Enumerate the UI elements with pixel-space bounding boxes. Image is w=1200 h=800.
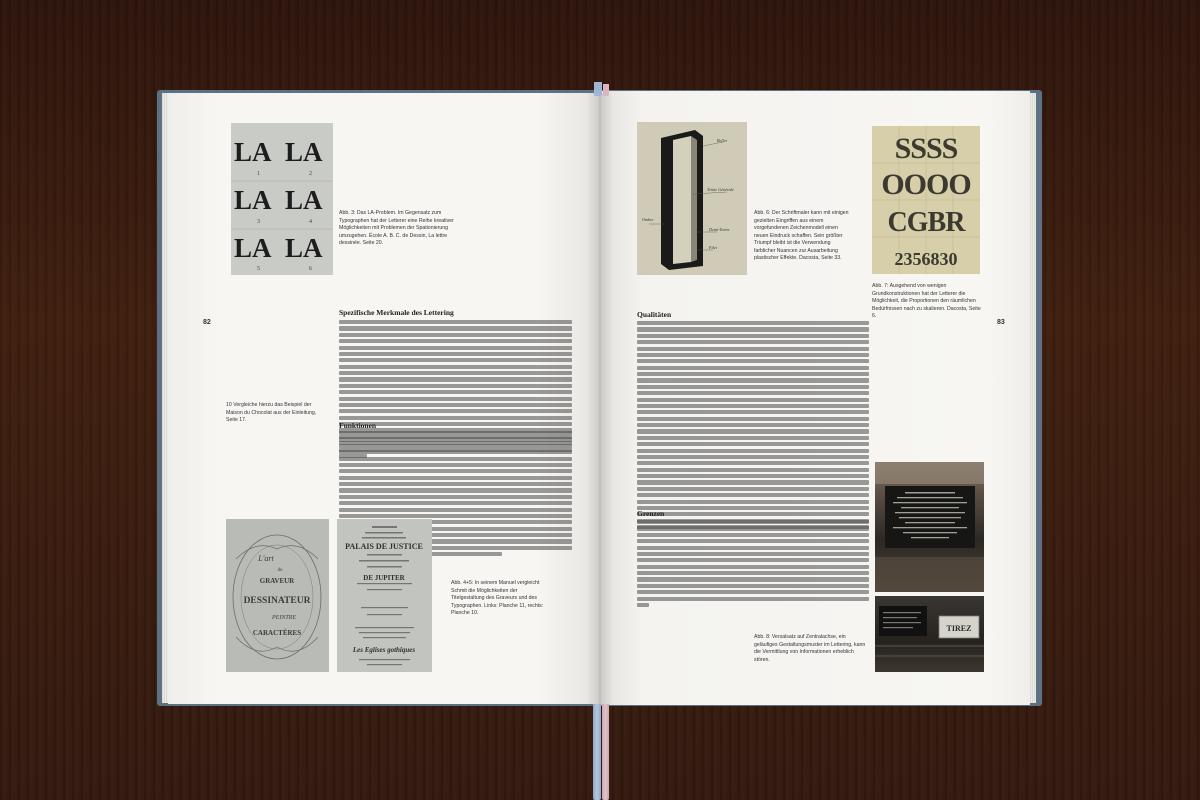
figure-7-row-4: 2356830 bbox=[894, 249, 958, 269]
figure-6-image bbox=[637, 122, 747, 275]
figure-3-letter-4: LA bbox=[285, 185, 323, 215]
figure-6-caption: Abb. 6: Der Schriftmaler kann mit einigen gezielten Eingriffen aus einem vorgefundenen Zeichenmodell einen neuen Eindruck schaffen. Sein größter Triumpf bleibt ist die Verwendung farblicher Nuancen zur Ausarbeitung plastischer Effekte. Dacosta, Seite 33. bbox=[754, 210, 849, 262]
figure-3-number-5: 5 bbox=[257, 266, 260, 272]
section-heading-qualities: Qualitäten bbox=[637, 310, 672, 319]
figure-6-label-1: Reflet bbox=[717, 138, 727, 143]
figure-6-label-3: Ombre bbox=[642, 217, 654, 222]
figure-4-5-caption: Abb. 4+5: In seinem Manuel vergleicht Schmit die Möglichkeiten der Titelgestaltung des Graveurs und des Typographen. Links: Planche 11, rechts: Planche 10. bbox=[451, 580, 544, 617]
figure-3-number-4: 4 bbox=[309, 219, 312, 225]
section-heading-limits: Grenzen bbox=[637, 509, 665, 518]
plate-right-text-1: PALAIS DE JUSTICE bbox=[345, 542, 423, 551]
figure-3-letter-6: LA bbox=[285, 233, 323, 263]
body-text-limits bbox=[637, 520, 869, 607]
bookmark-ribbon-blue bbox=[593, 704, 601, 800]
figure-3-letter-1: LA bbox=[234, 137, 272, 167]
plate-right-text-2: DE JUPITER bbox=[363, 574, 405, 582]
figure-6-label-2: Teinte Générale bbox=[707, 187, 734, 192]
figure-3-letter-3: LA bbox=[234, 185, 272, 215]
figure-3-lettering bbox=[231, 123, 333, 275]
plate-right-text-3: Les Eglises gothiques bbox=[352, 646, 416, 654]
figure-3-letter-5: LA bbox=[234, 233, 272, 263]
bookmark-ribbon-top bbox=[594, 82, 602, 96]
figure-5-plate bbox=[337, 519, 432, 672]
figure-8-photo-bottom bbox=[875, 596, 984, 672]
figure-3-number-2: 2 bbox=[309, 171, 312, 177]
figure-4-plate bbox=[226, 519, 329, 672]
section-heading-specific-features: Spezifische Merkmale des Lettering bbox=[339, 308, 454, 317]
figure-3-number-3: 3 bbox=[257, 219, 260, 225]
figure-6-label-5: Filet bbox=[709, 245, 717, 250]
figure-8-photo-top bbox=[875, 462, 984, 592]
plate-left-text-6: CARACTÈRES bbox=[252, 629, 302, 637]
figure-7-row-3: CGBR bbox=[887, 207, 965, 238]
figure-3-number-1: 1 bbox=[257, 171, 260, 177]
plate-left-text-2: du bbox=[277, 568, 283, 573]
figure-3-caption: Abb. 3: Das LA-Problem. Im Gegensatz zum Typographen hat der Letterer eine Reihe kreativer Möglichkeiten mit Problemen der Spationierung umzugehen. École A. B. C. de Dessin, La lettre dessinée. Seite 20. bbox=[339, 210, 454, 247]
figure-3-letter-2: LA bbox=[285, 137, 323, 167]
figure-8-caption: Abb. 8: Versalsatz auf Zentralachse, ein geläufiges Gestaltungsmuster im Lettering, kann die Vermittlung von Informationen erheblich stören. bbox=[754, 634, 866, 663]
figure-3-image bbox=[231, 123, 333, 275]
figure-3-number-6: 6 bbox=[309, 266, 312, 272]
bookmark-ribbon-top-pink bbox=[603, 84, 609, 96]
bookmark-ribbon-pink bbox=[602, 704, 609, 800]
plate-left-text-3: GRAVEUR bbox=[259, 577, 295, 585]
figure-7-caption: Abb. 7: Ausgehend von wenigen Grundkonstruktionen hat der Letterer die Möglichkeit, die Proportionen den räumlichen Bedürfnissen nach zu skalieren. Dacosta, Seite 6. bbox=[872, 283, 981, 320]
subheading-functions: Funktionen bbox=[339, 421, 377, 430]
plate-left-text-1: L'art bbox=[258, 554, 274, 563]
figure-7-image bbox=[872, 126, 980, 274]
page-number-left: 82 bbox=[203, 319, 211, 326]
body-text-qualities bbox=[637, 321, 869, 529]
plate-left-text-4: DESSINATEUR bbox=[243, 596, 311, 606]
plate-left-text-5: PEINTRE bbox=[272, 615, 296, 621]
page-number-right: 83 bbox=[997, 319, 1005, 326]
book-gutter bbox=[586, 93, 614, 705]
figure-6-label-4: Demi-Teinte bbox=[709, 227, 730, 232]
figure-7-row-2: OOOO bbox=[881, 168, 971, 201]
footnote-10: 10 Vergleiche hierzu das Beispiel der Maison du Chocolat aus der Einleitung, Seite 17. bbox=[226, 402, 317, 424]
figure-7-row-1: SSSS bbox=[894, 132, 958, 165]
photo-sign-text: TIREZ bbox=[946, 624, 972, 633]
